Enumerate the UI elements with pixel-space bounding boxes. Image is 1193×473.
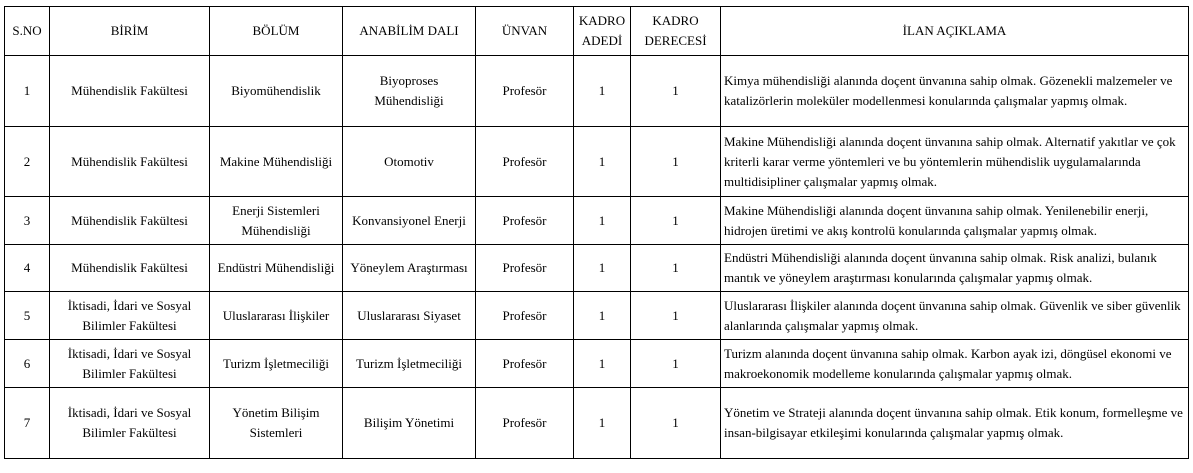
- cell-kadro-adedi: 1: [574, 127, 631, 197]
- table-row: [5, 245, 1189, 292]
- cell-ilan-aciklama: Makine Mühendisliği alanında doçent ünvanına sahip olmak. Yenilenebilir enerji, hidrojen üretimi ve akış kontrolü konularında çalışmalar yapmış olmak.: [721, 197, 1189, 245]
- header-anabilim-dali: ANABİLİM DALI: [343, 7, 476, 56]
- header-bolum: BÖLÜM: [210, 7, 343, 56]
- cell-bolum: Endüstri Mühendisliği: [210, 245, 343, 292]
- cell-unvan: Profesör: [476, 127, 574, 197]
- cell-anabilim-dali: Yöneylem Araştırması: [343, 245, 476, 292]
- cell-sno: 2: [5, 127, 50, 197]
- cell-birim: Mühendislik Fakültesi: [50, 197, 210, 245]
- cell-unvan: Profesör: [476, 292, 574, 340]
- header-kadro-adedi-line2: ADEDİ: [581, 33, 623, 48]
- cell-kadro-derecesi: 1: [631, 127, 721, 197]
- table-row: [5, 56, 1189, 127]
- cell-bolum: Enerji Sistemleri Mühendisliği: [210, 197, 343, 245]
- cell-anabilim-dali: Turizm İşletmeciliği: [343, 340, 476, 388]
- header-sno: S.NO: [5, 7, 50, 56]
- cell-unvan: Profesör: [476, 388, 574, 459]
- cell-ilan-aciklama: Makine Mühendisliği alanında doçent ünvanına sahip olmak. Alternatif yakıtlar ve çok kriterli karar verme yöntemleri ve bu yöntemlerin mühendislik uygulamalarında multidisipliner çalışmalar yapmış olmak.: [721, 127, 1189, 197]
- cell-ilan-aciklama: Kimya mühendisliği alanında doçent ünvanına sahip olmak. Gözenekli malzemeler ve katalizörlerin moleküler modellenmesi konularında çalışmalar yapmış olmak.: [721, 56, 1189, 127]
- cell-sno: 3: [5, 197, 50, 245]
- faculty-positions-table: [4, 6, 1189, 459]
- header-birim: BİRİM: [50, 7, 210, 56]
- cell-bolum: Makine Mühendisliği: [210, 127, 343, 197]
- cell-ilan-aciklama: Endüstri Mühendisliği alanında doçent ünvanına sahip olmak. Risk analizi, bulanık mantık ve yöneylem araştırması konularında çalışmalar yapmış olmak.: [721, 245, 1189, 292]
- cell-kadro-adedi: 1: [574, 245, 631, 292]
- cell-bolum: Biyomühendislik: [210, 56, 343, 127]
- table-row: [5, 292, 1189, 340]
- cell-anabilim-dali: Biyoproses Mühendisliği: [343, 56, 476, 127]
- cell-birim: Mühendislik Fakültesi: [50, 127, 210, 197]
- header-kadro-derecesi: [631, 7, 721, 56]
- cell-birim: İktisadi, İdari ve Sosyal Bilimler Fakültesi: [50, 388, 210, 459]
- header-kadro-derecesi-line1: KADRO: [652, 13, 699, 28]
- cell-anabilim-dali: Otomotiv: [343, 127, 476, 197]
- header-unvan: ÜNVAN: [476, 7, 574, 56]
- cell-unvan: Profesör: [476, 340, 574, 388]
- cell-kadro-derecesi: 1: [631, 245, 721, 292]
- cell-ilan-aciklama: Yönetim ve Strateji alanında doçent ünvanına sahip olmak. Etik konum, formelleşme ve insan-bilgisayar etkileşimi konularında çalışmalar yapmış olmak.: [721, 388, 1189, 459]
- header-kadro-adedi: [574, 7, 631, 56]
- cell-kadro-adedi: 1: [574, 56, 631, 127]
- cell-ilan-aciklama: Turizm alanında doçent ünvanına sahip olmak. Karbon ayak izi, döngüsel ekonomi ve makroekonomik modelleme konularında çalışmalar yapmış olmak.: [721, 340, 1189, 388]
- cell-sno: 4: [5, 245, 50, 292]
- cell-anabilim-dali: Konvansiyonel Enerji: [343, 197, 476, 245]
- cell-ilan-aciklama: Uluslararası İlişkiler alanında doçent ünvanına sahip olmak. Güvenlik ve siber güvenlik alanlarında çalışmalar yapmış olmak.: [721, 292, 1189, 340]
- header-kadro-adedi-line1: KADRO: [578, 13, 626, 28]
- cell-sno: 5: [5, 292, 50, 340]
- cell-unvan: Profesör: [476, 56, 574, 127]
- cell-birim: İktisadi, İdari ve Sosyal Bilimler Fakültesi: [50, 340, 210, 388]
- cell-bolum: Turizm İşletmeciliği: [210, 340, 343, 388]
- cell-anabilim-dali: Bilişim Yönetimi: [343, 388, 476, 459]
- cell-birim: Mühendislik Fakültesi: [50, 56, 210, 127]
- cell-sno: 7: [5, 388, 50, 459]
- cell-birim: Mühendislik Fakültesi: [50, 245, 210, 292]
- cell-kadro-adedi: 1: [574, 388, 631, 459]
- table-row: [5, 127, 1189, 197]
- cell-kadro-derecesi: 1: [631, 56, 721, 127]
- cell-kadro-derecesi: 1: [631, 197, 721, 245]
- header-ilan-aciklama: İLAN AÇIKLAMA: [721, 7, 1189, 56]
- header-kadro-derecesi-line2: DERECESİ: [644, 33, 707, 48]
- header-row: [5, 7, 1189, 56]
- cell-kadro-derecesi: 1: [631, 388, 721, 459]
- cell-sno: 1: [5, 56, 50, 127]
- cell-kadro-derecesi: 1: [631, 292, 721, 340]
- cell-bolum: Yönetim Bilişim Sistemleri: [210, 388, 343, 459]
- cell-kadro-adedi: 1: [574, 292, 631, 340]
- cell-kadro-adedi: 1: [574, 197, 631, 245]
- cell-anabilim-dali: Uluslararası Siyaset: [343, 292, 476, 340]
- cell-kadro-derecesi: 1: [631, 340, 721, 388]
- table-row: [5, 388, 1189, 459]
- table-row: [5, 340, 1189, 388]
- cell-bolum: Uluslararası İlişkiler: [210, 292, 343, 340]
- cell-sno: 6: [5, 340, 50, 388]
- cell-kadro-adedi: 1: [574, 340, 631, 388]
- cell-birim: İktisadi, İdari ve Sosyal Bilimler Fakültesi: [50, 292, 210, 340]
- table-row: [5, 197, 1189, 245]
- cell-unvan: Profesör: [476, 197, 574, 245]
- cell-unvan: Profesör: [476, 245, 574, 292]
